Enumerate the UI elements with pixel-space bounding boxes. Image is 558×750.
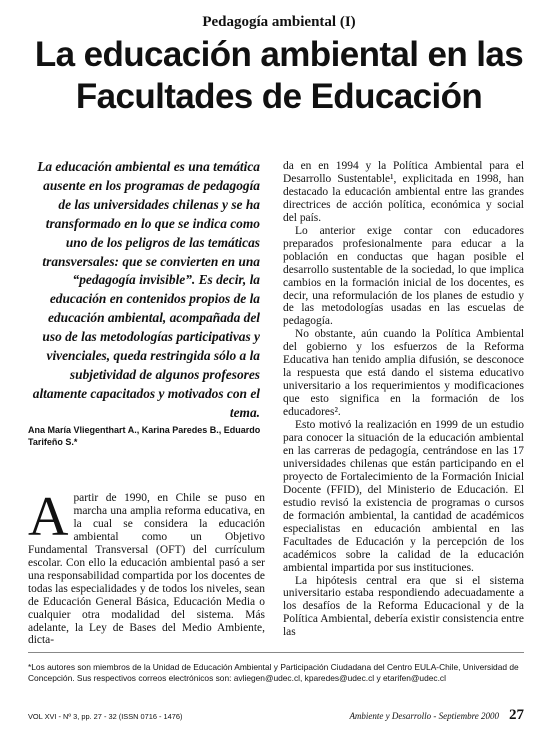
authors: Ana María Vliegenthart A., Karina Paredes B., Eduardo Tarifeño S.* [28, 425, 261, 448]
footnote-divider [28, 652, 524, 653]
paragraph: La hipótesis central era que si el sistema universitario estaba respondiendo adecuadamente a los desafíos de la Reforma Educacional y de la Política Ambiental, debería existir consistencia entre las [283, 574, 524, 639]
abstract: La educación ambiental es una temática ausente en los programas de pedagogía de las universidades chilenas y se ha transformado en lo que se indica como uno de los peligros de las temáticas transversales: que se convierten en una “pedagogía invisible”. Es decir, la educación en contenidos propios de la educación ambiental, acompañada del uso de las metodologías participativas y vivenciales, queda restringida sólo a la subjetividad de algunos profesores altamente capacitados y motivados con el tema. [32, 159, 260, 420]
right-column [283, 160, 524, 639]
footnote: *Los autores son miembros de la Unidad de Educación Ambiental y Participación Ciudadana del Centro EULA-Chile, Universidad de Concepción. Sus respectivos correos electrónicos son: avliegen@udec.cl, kparedes@udec.cl y etarifen@udec.cl [28, 662, 519, 683]
journal-name: Ambiente y Desarrollo - Septiembre 2000 [349, 711, 499, 721]
page-footer [349, 706, 524, 724]
drop-cap: A [28, 486, 69, 548]
section-title: Pedagogía ambiental (I) [202, 14, 356, 30]
paragraph: Lo anterior exige contar con educadores preparados profesionalmente para educar a la población en conductas que hagan posible el desarrollo sustentable de la sociedad, lo que implica cambios en la formación inicial de los docentes, es decir, una reformulación de los planes de estudio y de las metodologías usadas en las escuelas de pedagogía. [283, 224, 524, 328]
article-title: La educación ambiental en las Facultades de Educación [34, 35, 524, 116]
volume-info: VOL XVI - Nº 3, pp. 27 - 32 (ISSN 0716 - 1476) [28, 712, 183, 721]
page-number: 27 [509, 707, 524, 723]
paragraph: No obstante, aún cuando la Política Ambiental del gobierno y los esfuerzos de la Reforma Educativa han tenido amplia difusión, se desconoce la respuesta que está dando el sistema educativo universitario a los requerimientos y modificaciones que esto significa en la formación de los educadores². [283, 328, 524, 419]
left-column [28, 486, 265, 647]
paragraph: Esto motivó la realización en 1999 de un estudio para conocer la situación de la educación ambiental en las carreras de pedagogía, centrándose en las 17 universidades chilenas que están participando en el proyecto de Fortalecimiento de la Formación Inicial Docente (FFID), del Ministerio de Educación. El estudio revisó la existencia de programas o cursos de formación ambiental, la cantidad de académicos especialistas en educación ambiental en las Facultades de Educación y la percepción de los académicos sobre la calidad de la educación ambiental impartida por sus instituciones. [283, 419, 524, 574]
paragraph-text: partir de 1990, en Chile se puso en marcha una amplia reforma educativa, en la cual se considera la educación ambiental como un Objetivo Fundamental Transversal (OFT) del currículum escolar. Con ello la educación ambiental pasó a ser una responsabilidad compartida por los docentes de todas las especialidades y de todos los niveles, sean de Educación General Básica, Educación Media o cualquier otra modalidad del sistema. Más adelante, la Ley de Bases del Medio Ambiente, dicta- [28, 492, 265, 647]
paragraph: da en en 1994 y la Política Ambiental para el Desarrollo Sustentable¹, explicitada en 1998, han destacado la educación ambiental entre las grandes directrices de acción política, económica y social del país. [283, 160, 524, 224]
paragraph [28, 486, 265, 647]
